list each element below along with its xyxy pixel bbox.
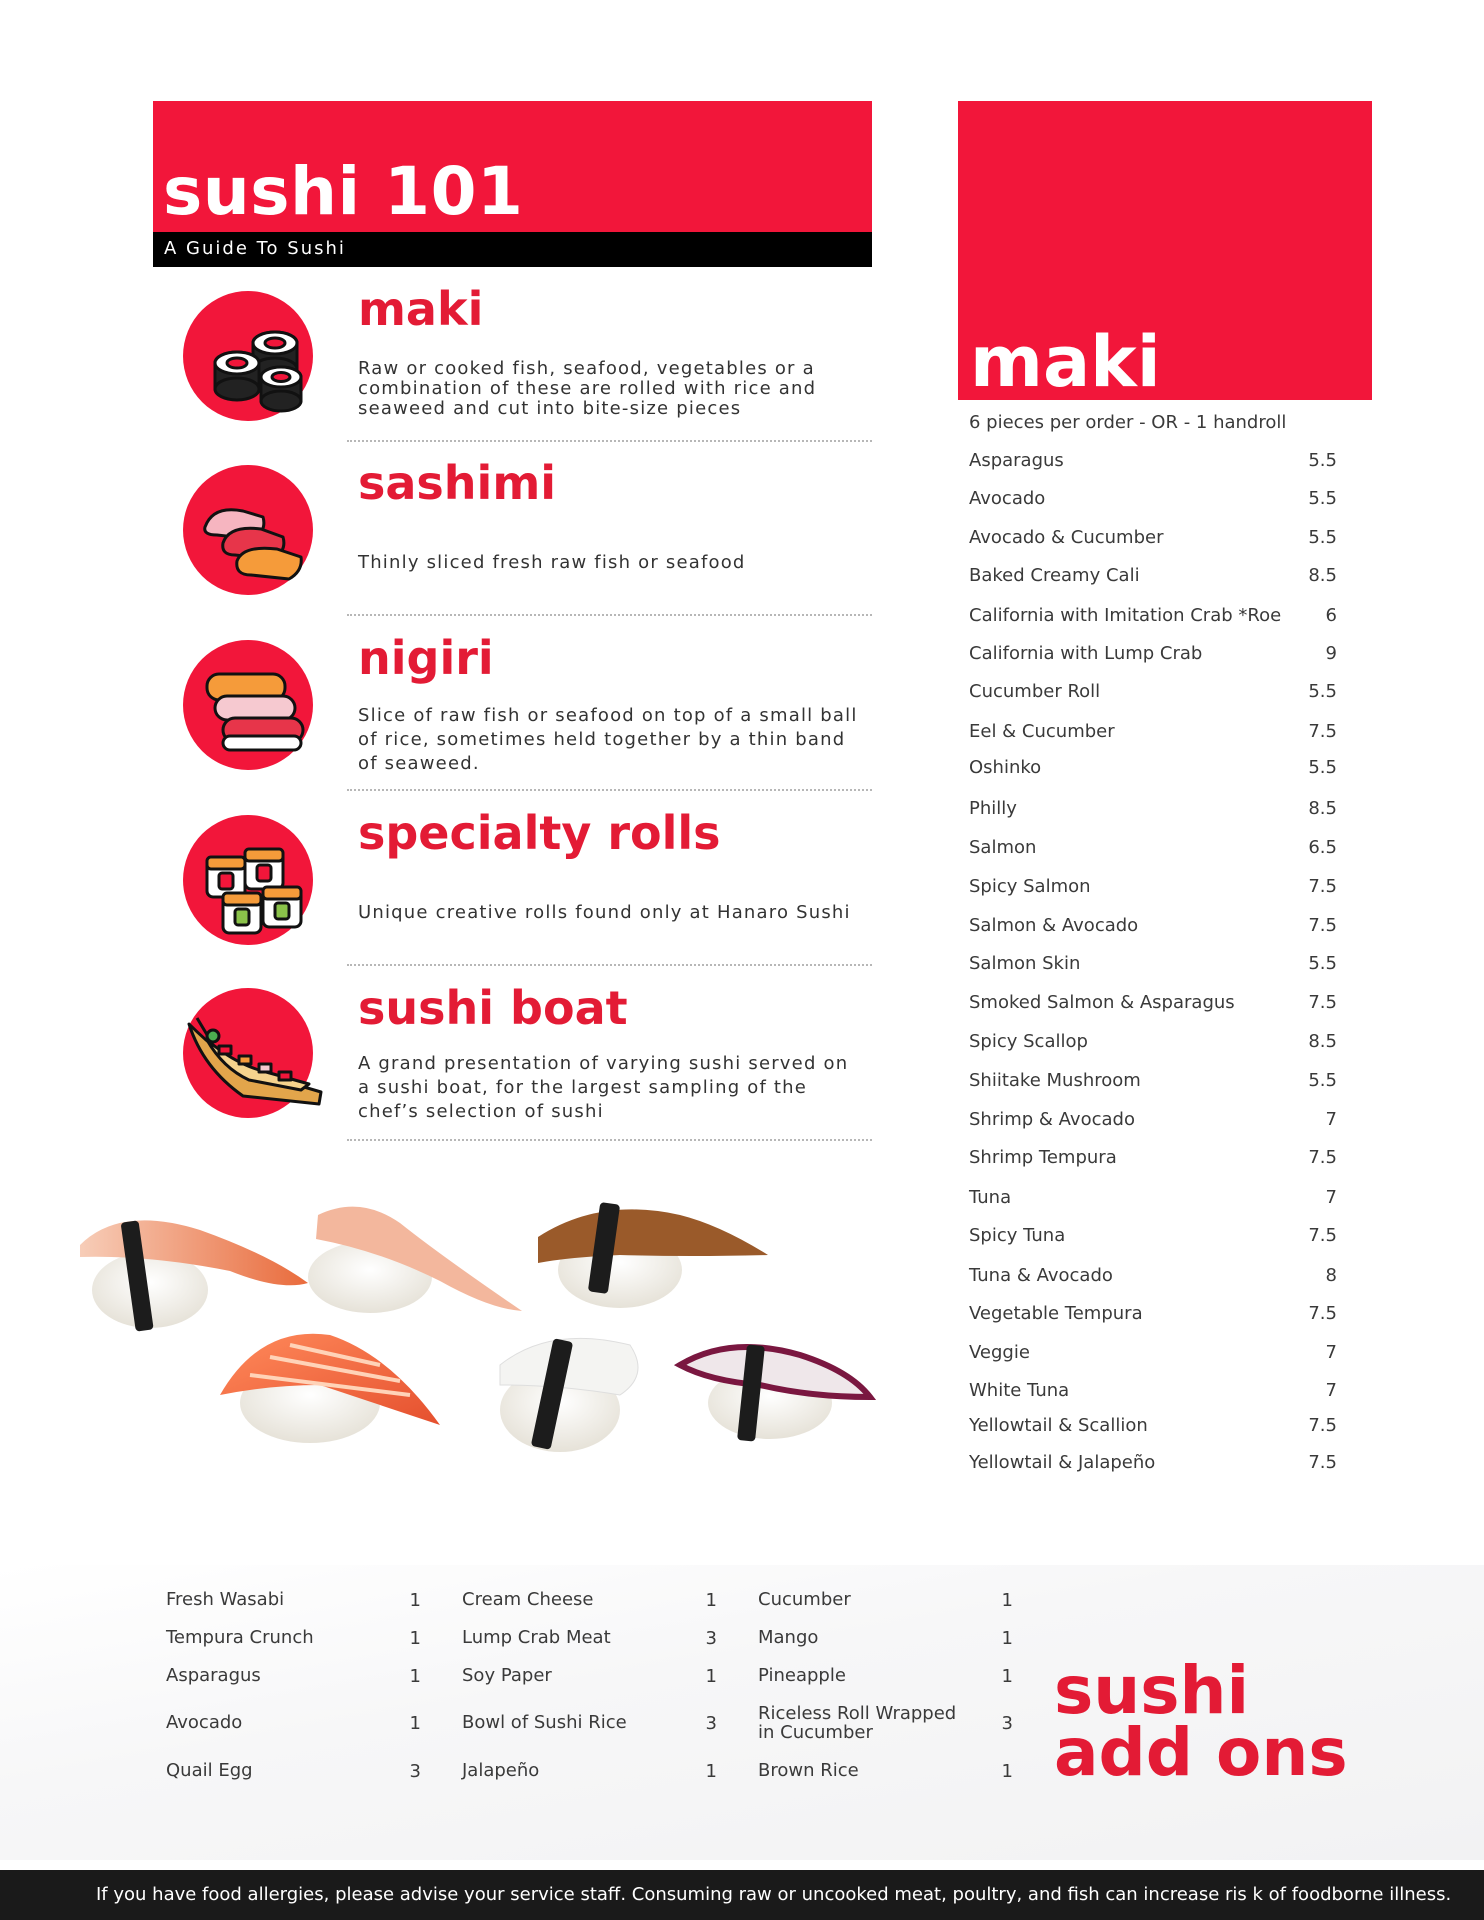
addon-name: Cream Cheese	[462, 1589, 594, 1610]
divider	[347, 964, 872, 966]
guide-item-title: sashimi	[358, 456, 557, 510]
item-price: 8.5	[1308, 1031, 1337, 1052]
divider	[347, 1139, 872, 1141]
addon-price: 1	[1001, 1590, 1013, 1611]
item-price: 8.5	[1308, 565, 1337, 586]
price-row	[969, 1147, 1337, 1171]
item-price: 7.5	[1308, 1147, 1337, 1168]
item-name: California with Lump Crab	[969, 643, 1203, 664]
addon-name: Brown Rice	[758, 1760, 859, 1781]
addons-title-line2: add ons	[1054, 1714, 1348, 1791]
maki-order-note: 6 pieces per order - OR - 1 handroll	[969, 412, 1287, 433]
item-price: 7.5	[1308, 915, 1337, 936]
price-row	[969, 527, 1337, 551]
item-price: 7.5	[1308, 1452, 1337, 1473]
sashimi-icon	[183, 465, 313, 595]
divider	[347, 440, 872, 442]
price-row	[969, 681, 1337, 705]
price-row	[969, 1342, 1337, 1366]
addon-name: Pineapple	[758, 1665, 846, 1686]
item-price: 8.5	[1308, 798, 1337, 819]
item-price: 7.5	[1308, 992, 1337, 1013]
guide-item-title: nigiri	[358, 631, 494, 685]
item-price: 6.5	[1308, 837, 1337, 858]
addon-price: 1	[409, 1713, 421, 1734]
addon-name: Asparagus	[166, 1665, 261, 1686]
addon-name: Riceless Roll Wrapped in Cucumber	[758, 1703, 957, 1743]
item-name: Eel & Cucumber	[969, 721, 1115, 742]
guide-item-sashimi	[153, 456, 872, 621]
addon-price: 3	[705, 1713, 717, 1734]
addon-price: 1	[409, 1666, 421, 1687]
price-row	[969, 1265, 1337, 1289]
item-name: Oshinko	[969, 757, 1042, 778]
price-row	[969, 1031, 1337, 1055]
item-price: 5.5	[1308, 953, 1337, 974]
price-row	[969, 953, 1337, 977]
item-name: Baked Creamy Cali	[969, 565, 1140, 586]
price-row	[969, 1070, 1337, 1094]
shrimp-nigiri-photo	[308, 1207, 522, 1313]
item-name: California with Imitation Crab *Roe	[969, 605, 1282, 626]
item-name: Cucumber Roll	[969, 681, 1101, 702]
item-price: 5.5	[1308, 488, 1337, 509]
price-row	[969, 1303, 1337, 1327]
price-row	[969, 798, 1337, 822]
octopus-nigiri-photo	[680, 1344, 870, 1441]
item-price: 7	[1325, 1187, 1337, 1208]
item-name: Avocado & Cucumber	[969, 527, 1164, 548]
addon-price: 1	[705, 1666, 717, 1687]
item-name: Salmon & Avocado	[969, 915, 1139, 936]
item-name: Shrimp & Avocado	[969, 1109, 1135, 1130]
price-row	[969, 488, 1337, 512]
allergy-banner	[0, 1870, 1484, 1920]
shrimp-nigiri-photo	[80, 1220, 308, 1331]
item-name: Shiitake Mushroom	[969, 1070, 1141, 1091]
price-row	[969, 1187, 1337, 1211]
squid-nigiri-photo	[500, 1338, 638, 1452]
price-row	[969, 605, 1337, 629]
item-name: Spicy Salmon	[969, 876, 1091, 897]
item-price: 7.5	[1308, 1415, 1337, 1436]
eel-nigiri-photo	[538, 1202, 768, 1308]
nigiri-icon	[183, 640, 313, 770]
addon-price: 1	[705, 1761, 717, 1782]
item-price: 7.5	[1308, 876, 1337, 897]
item-price: 5.5	[1308, 527, 1337, 548]
addon-name: Quail Egg	[166, 1760, 253, 1781]
addon-name: Cucumber	[758, 1589, 851, 1610]
price-row	[969, 1452, 1337, 1476]
addon-name: Avocado	[166, 1712, 243, 1733]
addon-name: Bowl of Sushi Rice	[462, 1712, 627, 1733]
addon-name: Lump Crab Meat	[462, 1627, 611, 1648]
sushi-boat-icon	[183, 988, 313, 1118]
price-row	[969, 1109, 1337, 1133]
price-row	[969, 757, 1337, 781]
guide-item-sushi-boat	[153, 981, 872, 1146]
item-price: 5.5	[1308, 450, 1337, 471]
guide-subtitle: A Guide To Sushi	[164, 238, 346, 259]
addon-name: Jalapeño	[462, 1760, 540, 1781]
guide-item-nigiri	[153, 631, 872, 796]
item-price: 5.5	[1308, 681, 1337, 702]
addons-title-line1: sushi	[1054, 1652, 1250, 1729]
addon-price: 1	[1001, 1761, 1013, 1782]
allergy-notice: If you have food allergies, please advise your service staff. Consuming raw or uncooked meat, poultry, and fish can increase ris k of foodborne illness.	[96, 1884, 1452, 1905]
addon-price: 1	[409, 1590, 421, 1611]
divider	[347, 789, 872, 791]
item-name: White Tuna	[969, 1380, 1070, 1401]
guide-item-desc: Slice of raw fish or seafood on top of a small ball of rice, sometimes held together by a thin band of seaweed.	[358, 705, 858, 774]
item-price: 7.5	[1308, 1225, 1337, 1246]
price-row	[969, 721, 1337, 745]
item-name: Salmon	[969, 837, 1037, 858]
item-price: 8	[1325, 1265, 1337, 1286]
addon-price: 1	[409, 1628, 421, 1649]
price-row	[969, 450, 1337, 474]
guide-header	[153, 101, 872, 267]
guide-item-desc: A grand presentation of varying sushi served on a sushi boat, for the largest sampling of the chef’s selection of sushi	[358, 1053, 849, 1122]
guide-item-maki	[153, 282, 872, 447]
item-name: Avocado	[969, 488, 1046, 509]
addon-price: 1	[1001, 1628, 1013, 1649]
price-row	[969, 565, 1337, 589]
item-name: Philly	[969, 798, 1017, 819]
item-price: 5.5	[1308, 1070, 1337, 1091]
addon-price: 3	[705, 1628, 717, 1649]
item-name: Spicy Tuna	[969, 1225, 1066, 1246]
item-price: 9	[1325, 643, 1337, 664]
guide-item-desc: Raw or cooked fish, seafood, vegetables or a combination of these are rolled with rice and seaweed and cut into bite-size pieces	[358, 358, 817, 419]
price-row	[969, 643, 1337, 667]
price-row	[969, 1225, 1337, 1249]
item-name: Salmon Skin	[969, 953, 1081, 974]
price-row	[969, 1380, 1337, 1404]
item-price: 7.5	[1308, 1303, 1337, 1324]
addon-price: 3	[409, 1761, 421, 1782]
maki-header-panel	[958, 101, 1372, 403]
item-name: Tuna	[969, 1187, 1012, 1208]
item-price: 7.5	[1308, 721, 1337, 742]
price-row	[969, 876, 1337, 900]
guide-item-title: specialty rolls	[358, 806, 721, 860]
addon-price: 1	[1001, 1666, 1013, 1687]
guide-item-title: sushi boat	[358, 981, 628, 1035]
divider	[347, 614, 872, 616]
addon-name: Fresh Wasabi	[166, 1589, 285, 1610]
item-price: 6	[1325, 605, 1337, 626]
maki-roll-icon	[183, 291, 313, 421]
item-name: Smoked Salmon & Asparagus	[969, 992, 1235, 1013]
item-name: Yellowtail & Scallion	[969, 1415, 1148, 1436]
item-price: 7	[1325, 1109, 1337, 1130]
item-price: 7	[1325, 1342, 1337, 1363]
addon-name: Tempura Crunch	[166, 1627, 314, 1648]
guide-item-desc: Unique creative rolls found only at Hanaro Sushi	[358, 902, 851, 923]
price-row	[969, 915, 1337, 939]
guide-title: sushi 101	[163, 153, 524, 230]
item-price: 7	[1325, 1380, 1337, 1401]
price-row	[969, 1415, 1337, 1439]
item-name: Shrimp Tempura	[969, 1147, 1117, 1168]
maki-title: maki	[970, 321, 1161, 403]
specialty-rolls-icon	[183, 815, 313, 945]
sushi-photo	[80, 1185, 920, 1485]
addons-title	[1054, 1652, 1348, 1791]
guide-item-title: maki	[358, 282, 484, 336]
item-name: Vegetable Tempura	[969, 1303, 1143, 1324]
addon-name: Mango	[758, 1627, 819, 1648]
addon-price: 1	[705, 1590, 717, 1611]
salmon-nigiri-photo	[220, 1334, 440, 1443]
item-name: Tuna & Avocado	[969, 1265, 1113, 1286]
guide-item-desc: Thinly sliced fresh raw fish or seafood	[358, 552, 746, 573]
price-row	[969, 837, 1337, 861]
price-row	[969, 992, 1337, 1016]
item-name: Asparagus	[969, 450, 1064, 471]
item-name: Veggie	[969, 1342, 1030, 1363]
guide-item-specialty-rolls	[153, 806, 872, 971]
item-name: Yellowtail & Jalapeño	[969, 1452, 1156, 1473]
item-name: Spicy Scallop	[969, 1031, 1088, 1052]
addon-name: Soy Paper	[462, 1665, 552, 1686]
addon-price: 3	[1001, 1713, 1013, 1734]
item-price: 5.5	[1308, 757, 1337, 778]
